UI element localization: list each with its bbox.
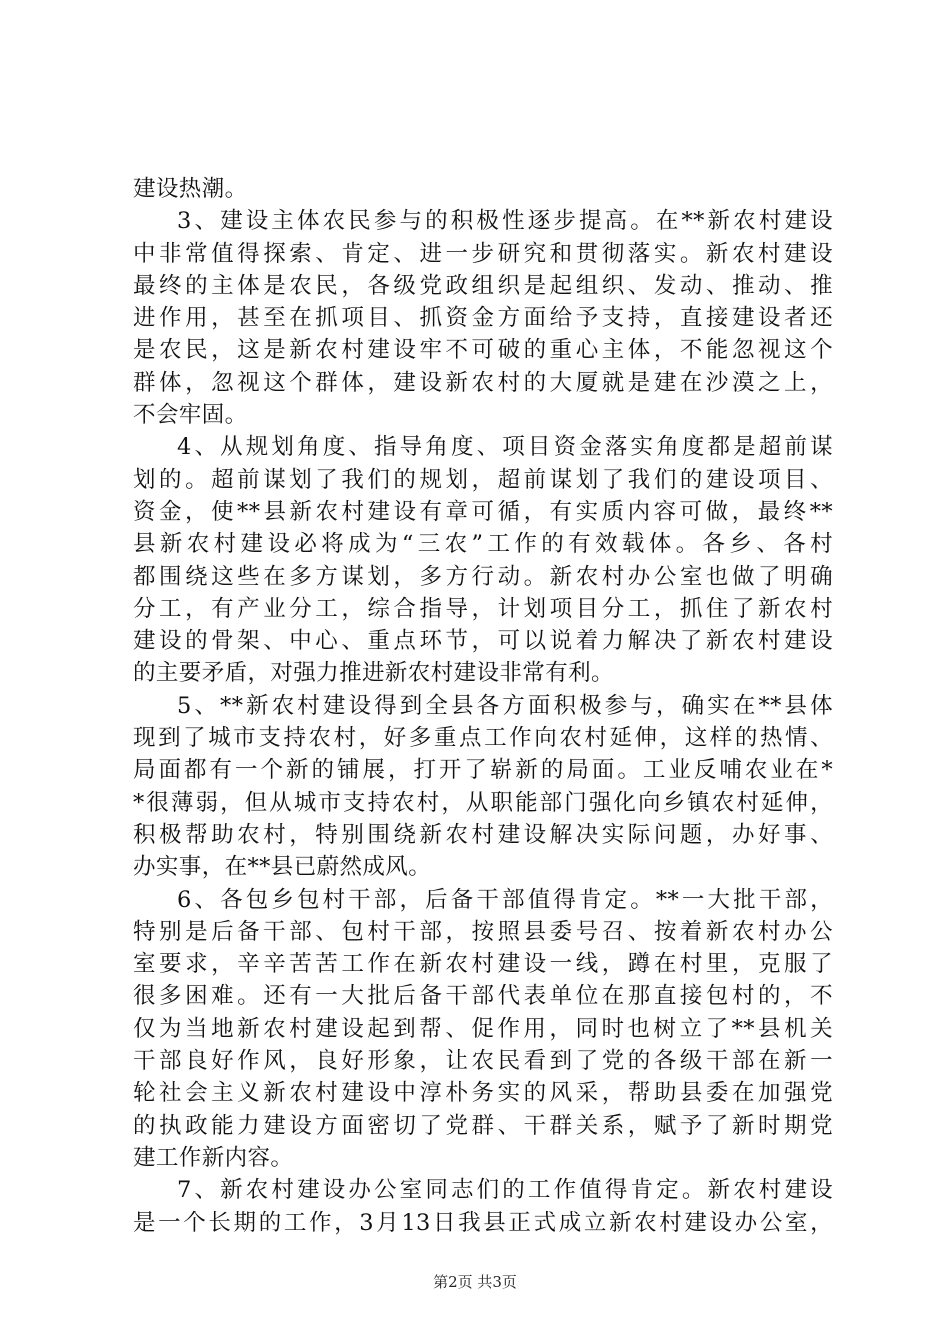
text-line: 5、**新农村建设得到全县各方面积极参与，确实在**县体 (177, 692, 833, 719)
text-line: 建设热潮。 (133, 176, 248, 202)
text-line: 是一个长期的工作，3月13日我县正式成立新农村建设办公室， (133, 1209, 833, 1236)
text-line: 分工，有产业分工，综合指导，计划项目分工，抓住了新农村 (133, 595, 833, 622)
text-line: 进作用，甚至在抓项目、抓资金方面给予支持，直接建设者还 (133, 305, 833, 332)
text-line: 县新农村建设必将成为“三农”工作的有效载体。各乡、各村 (133, 531, 833, 558)
text-line: 6、各包乡包村干部，后备干部值得肯定。**一大批干部， (177, 886, 833, 913)
text-line: 资金，使**县新农村建设有章可循，有实质内容可做，最终** (133, 498, 833, 525)
text-line: 积极帮助农村，特别围绕新农村建设解决实际问题，办好事、 (133, 821, 833, 848)
text-line: 3、建设主体农民参与的积极性逐步提高。在**新农村建设 (177, 208, 833, 235)
text-line: 划的。超前谋划了我们的规划，超前谋划了我们的建设项目、 (133, 466, 833, 493)
text-line: 室要求，辛辛苦苦工作在新农村建设一线，蹲在村里，克服了 (133, 951, 833, 978)
page-footer: 第2页 共3页 (433, 1273, 517, 1291)
text-line: 中非常值得探索、肯定、进一步研究和贯彻落实。新农村建设 (133, 240, 833, 267)
text-line: 干部良好作风，良好形象，让农民看到了党的各级干部在新一 (133, 1048, 833, 1075)
text-line: 不会牢固。 (133, 402, 248, 429)
body-text (133, 173, 833, 1239)
text-line: 4、从规划角度、指导角度、项目资金落实角度都是超前谋 (177, 434, 833, 461)
text-line: 建工作新内容。 (133, 1144, 294, 1171)
text-line: 群体，忽视这个群体，建设新农村的大厦就是建在沙漠之上， (133, 369, 833, 396)
text-line: 特别是后备干部、包村干部，按照县委号召、按着新农村办公 (133, 918, 833, 945)
text-line: 很多困难。还有一大批后备干部代表单位在那直接包村的，不 (133, 983, 833, 1010)
text-line: *很薄弱，但从城市支持农村，从职能部门强化向乡镇农村延伸， (133, 789, 833, 816)
text-line: 都围绕这些在多方谋划，多方行动。新农村办公室也做了明确 (133, 563, 833, 590)
text-line: 现到了城市支持农村，好多重点工作向农村延伸，这样的热情、 (133, 725, 833, 752)
text-line: 轮社会主义新农村建设中淳朴务实的风采，帮助县委在加强党 (133, 1080, 833, 1107)
text-line: 的执政能力建设方面密切了党群、干群关系，赋予了新时期党 (133, 1112, 833, 1139)
text-line: 办实事，在**县已蔚然成风。 (133, 854, 432, 881)
text-line: 的主要矛盾，对强力推进新农村建设非常有利。 (133, 660, 614, 687)
text-line: 是农民，这是新农村建设牢不可破的重心主体，不能忽视这个 (133, 337, 833, 364)
text-line: 建设的骨架、中心、重点环节，可以说着力解决了新农村建设 (133, 628, 833, 655)
text-line: 局面都有一个新的铺展，打开了崭新的局面。工业反哺农业在* (133, 757, 833, 784)
text-line: 仅为当地新农村建设起到帮、促作用，同时也树立了**县机关 (133, 1015, 833, 1042)
text-line: 7、新农村建设办公室同志们的工作值得肯定。新农村建设 (177, 1177, 833, 1204)
text-line: 最终的主体是农民，各级党政组织是起组织、发动、推动、推 (133, 272, 833, 299)
